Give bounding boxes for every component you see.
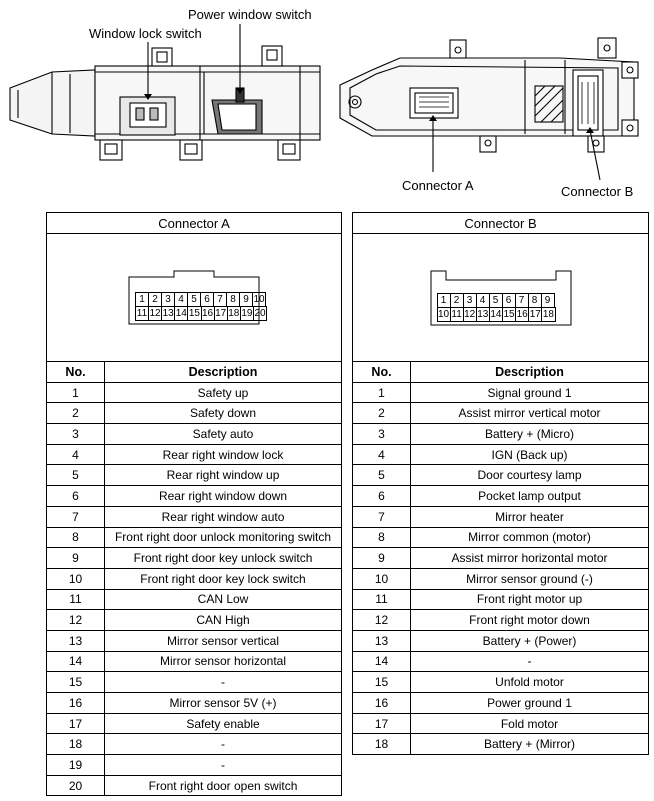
pin-number: 6 <box>353 486 411 507</box>
pin-cell: 10 <box>438 308 450 320</box>
pin-cell: 6 <box>200 292 214 307</box>
pin-description: Fold motor <box>411 713 649 734</box>
pin-number: 18 <box>353 734 411 755</box>
pin-description: Rear right window auto <box>105 506 342 527</box>
pin-number: 7 <box>353 506 411 527</box>
pin-cell: 18 <box>542 308 554 320</box>
pin-description: Mirror heater <box>411 506 649 527</box>
pin-cell: 1 <box>437 293 451 308</box>
pin-row <box>47 755 342 776</box>
pin-description: Mirror sensor horizontal <box>105 651 342 672</box>
pin-number: 3 <box>47 424 105 445</box>
pin-description: Battery + (Mirror) <box>411 734 649 755</box>
pin-description: Mirror common (motor) <box>411 527 649 548</box>
pin-description: Unfold motor <box>411 672 649 693</box>
switch-assembly-figure <box>0 0 654 205</box>
pin-number: 15 <box>353 672 411 693</box>
pin-row <box>47 610 342 631</box>
pin-description: - <box>105 672 342 693</box>
pin-row <box>47 486 342 507</box>
pin-row <box>353 589 649 610</box>
pin-description: Rear right window down <box>105 486 342 507</box>
pin-row <box>353 506 649 527</box>
switch-rear-view <box>340 38 638 152</box>
pin-description: Safety up <box>105 382 342 403</box>
pin-cell: 16 <box>516 308 528 320</box>
pin-description: Signal ground 1 <box>411 382 649 403</box>
pin-cell: 15 <box>503 308 515 320</box>
pin-number: 2 <box>353 403 411 424</box>
pin-row <box>47 382 342 403</box>
pin-cell: 20 <box>254 307 266 319</box>
pin-row <box>47 693 342 714</box>
pin-cell: 5 <box>187 292 201 307</box>
pin-description: CAN High <box>105 610 342 631</box>
pin-cell: 9 <box>239 292 253 307</box>
pin-description: Front right door open switch <box>105 775 342 796</box>
pin-cell: 4 <box>174 292 188 307</box>
pin-cell: 11 <box>136 307 148 319</box>
connector-b-rows <box>353 382 649 754</box>
pin-row <box>353 610 649 631</box>
connector-a-table <box>46 212 342 796</box>
connector-a-col-no: No. <box>47 362 105 383</box>
pin-cell: 13 <box>162 307 174 319</box>
pin-description: - <box>411 651 649 672</box>
pin-row <box>353 382 649 403</box>
pin-row <box>47 424 342 445</box>
pin-cell: 9 <box>541 293 555 308</box>
pin-row <box>353 734 649 755</box>
connector-b-diagram <box>353 234 649 362</box>
pin-cell: 15 <box>188 307 200 319</box>
connector-b-col-no: No. <box>353 362 411 383</box>
pin-number: 20 <box>47 775 105 796</box>
pin-row <box>353 651 649 672</box>
pin-description: Rear right window up <box>105 465 342 486</box>
pin-row <box>47 548 342 569</box>
pin-cell: 12 <box>464 308 476 320</box>
pin-cell: 13 <box>477 308 489 320</box>
pin-cell: 16 <box>202 307 214 319</box>
pin-description: Battery + (Power) <box>411 630 649 651</box>
pin-number: 16 <box>353 693 411 714</box>
pin-description: Mirror sensor 5V (+) <box>105 693 342 714</box>
connector-b-callout: Connector B <box>561 184 634 199</box>
pin-number: 12 <box>47 610 105 631</box>
pin-cell-row <box>136 293 267 307</box>
pin-description: Front right door unlock monitoring switch <box>105 527 342 548</box>
pin-row <box>353 713 649 734</box>
pin-cell-row <box>438 294 556 308</box>
pin-description: Safety enable <box>105 713 342 734</box>
pin-number: 13 <box>353 630 411 651</box>
pin-number: 9 <box>353 548 411 569</box>
pin-number: 10 <box>353 568 411 589</box>
pin-row <box>353 568 649 589</box>
connector-a-diagram <box>47 234 342 362</box>
pin-number: 7 <box>47 506 105 527</box>
pin-description: - <box>105 734 342 755</box>
pin-number: 17 <box>353 713 411 734</box>
pin-cell: 8 <box>528 293 542 308</box>
pin-number: 9 <box>47 548 105 569</box>
pin-number: 11 <box>47 589 105 610</box>
pin-number: 8 <box>47 527 105 548</box>
pin-row <box>353 548 649 569</box>
pin-cell: 11 <box>451 308 462 320</box>
connector-b-col-desc: Description <box>411 362 649 383</box>
pin-cell: 7 <box>515 293 529 308</box>
pin-cell: 3 <box>463 293 477 308</box>
pin-cell: 18 <box>228 307 240 319</box>
pin-number: 5 <box>353 465 411 486</box>
pin-description: Front right motor down <box>411 610 649 631</box>
connector-a-col-desc: Description <box>105 362 342 383</box>
pin-row <box>47 651 342 672</box>
pin-number: 6 <box>47 486 105 507</box>
pin-number: 3 <box>353 424 411 445</box>
pin-number: 17 <box>47 713 105 734</box>
pin-number: 4 <box>47 444 105 465</box>
pin-cell: 17 <box>529 308 541 320</box>
connector-a-rows <box>47 382 342 796</box>
pin-row <box>47 568 342 589</box>
pin-row <box>353 630 649 651</box>
pin-description: Door courtesy lamp <box>411 465 649 486</box>
pin-cell: 2 <box>148 292 162 307</box>
pin-cell: 14 <box>175 307 187 319</box>
pin-cell: 5 <box>489 293 503 308</box>
pin-row <box>353 403 649 424</box>
pin-row <box>47 465 342 486</box>
pin-cell: 6 <box>502 293 516 308</box>
pin-description: Front right motor up <box>411 589 649 610</box>
pin-row <box>47 734 342 755</box>
pin-cell: 12 <box>149 307 161 319</box>
pin-row <box>47 403 342 424</box>
pin-row <box>353 693 649 714</box>
pin-number: 1 <box>47 382 105 403</box>
pin-description: Power ground 1 <box>411 693 649 714</box>
pin-description: Front right door key lock switch <box>105 568 342 589</box>
pin-description: Safety down <box>105 403 342 424</box>
connector-b-table <box>352 212 649 755</box>
pin-cell-row <box>136 307 267 321</box>
pin-cell: 2 <box>450 293 464 308</box>
pin-row <box>47 713 342 734</box>
pin-row <box>47 630 342 651</box>
pin-row <box>353 527 649 548</box>
pin-cell: 1 <box>135 292 149 307</box>
pin-description: Battery + (Micro) <box>411 424 649 445</box>
power-window-switch-label: Power window switch <box>188 7 312 22</box>
pin-cell: 14 <box>490 308 502 320</box>
connector-a-title: Connector A <box>47 213 342 234</box>
pin-number: 14 <box>353 651 411 672</box>
pin-row <box>353 444 649 465</box>
pin-cell: 19 <box>241 307 253 319</box>
pin-number: 13 <box>47 630 105 651</box>
pin-number: 18 <box>47 734 105 755</box>
pin-cell: 3 <box>161 292 175 307</box>
pin-cell: 8 <box>226 292 240 307</box>
pin-row <box>353 486 649 507</box>
pin-row <box>353 672 649 693</box>
pin-number: 10 <box>47 568 105 589</box>
pin-cell-row <box>438 308 556 322</box>
pin-description: Assist mirror vertical motor <box>411 403 649 424</box>
pin-row <box>47 672 342 693</box>
window-lock-switch-label: Window lock switch <box>89 26 202 41</box>
pin-row <box>353 424 649 445</box>
pin-number: 4 <box>353 444 411 465</box>
pin-description: Mirror sensor vertical <box>105 630 342 651</box>
pin-description: Pocket lamp output <box>411 486 649 507</box>
pin-cell: 4 <box>476 293 490 308</box>
pin-description: Front right door key unlock switch <box>105 548 342 569</box>
pin-description: Safety auto <box>105 424 342 445</box>
pin-number: 12 <box>353 610 411 631</box>
pin-description: IGN (Back up) <box>411 444 649 465</box>
connector-a-pin-grid <box>136 293 267 321</box>
pin-description: Mirror sensor ground (-) <box>411 568 649 589</box>
pin-cell: 7 <box>213 292 227 307</box>
pin-number: 2 <box>47 403 105 424</box>
pin-cell: 17 <box>215 307 227 319</box>
connector-b-title: Connector B <box>353 213 649 234</box>
pin-number: 1 <box>353 382 411 403</box>
pin-description: CAN Low <box>105 589 342 610</box>
pin-description: Assist mirror horizontal motor <box>411 548 649 569</box>
pin-row <box>47 775 342 796</box>
pin-row <box>47 444 342 465</box>
pin-description: Rear right window lock <box>105 444 342 465</box>
pin-row <box>353 465 649 486</box>
connector-a-callout: Connector A <box>402 178 474 193</box>
pin-number: 15 <box>47 672 105 693</box>
switch-front-view <box>10 46 320 160</box>
pin-number: 11 <box>353 589 411 610</box>
connector-b-pin-grid <box>438 294 556 322</box>
pin-number: 16 <box>47 693 105 714</box>
pin-number: 8 <box>353 527 411 548</box>
pin-row <box>47 506 342 527</box>
pin-number: 14 <box>47 651 105 672</box>
pin-cell: 10 <box>253 293 265 305</box>
pin-row <box>47 589 342 610</box>
pin-number: 19 <box>47 755 105 776</box>
pin-number: 5 <box>47 465 105 486</box>
pin-description: - <box>105 755 342 776</box>
pin-row <box>47 527 342 548</box>
